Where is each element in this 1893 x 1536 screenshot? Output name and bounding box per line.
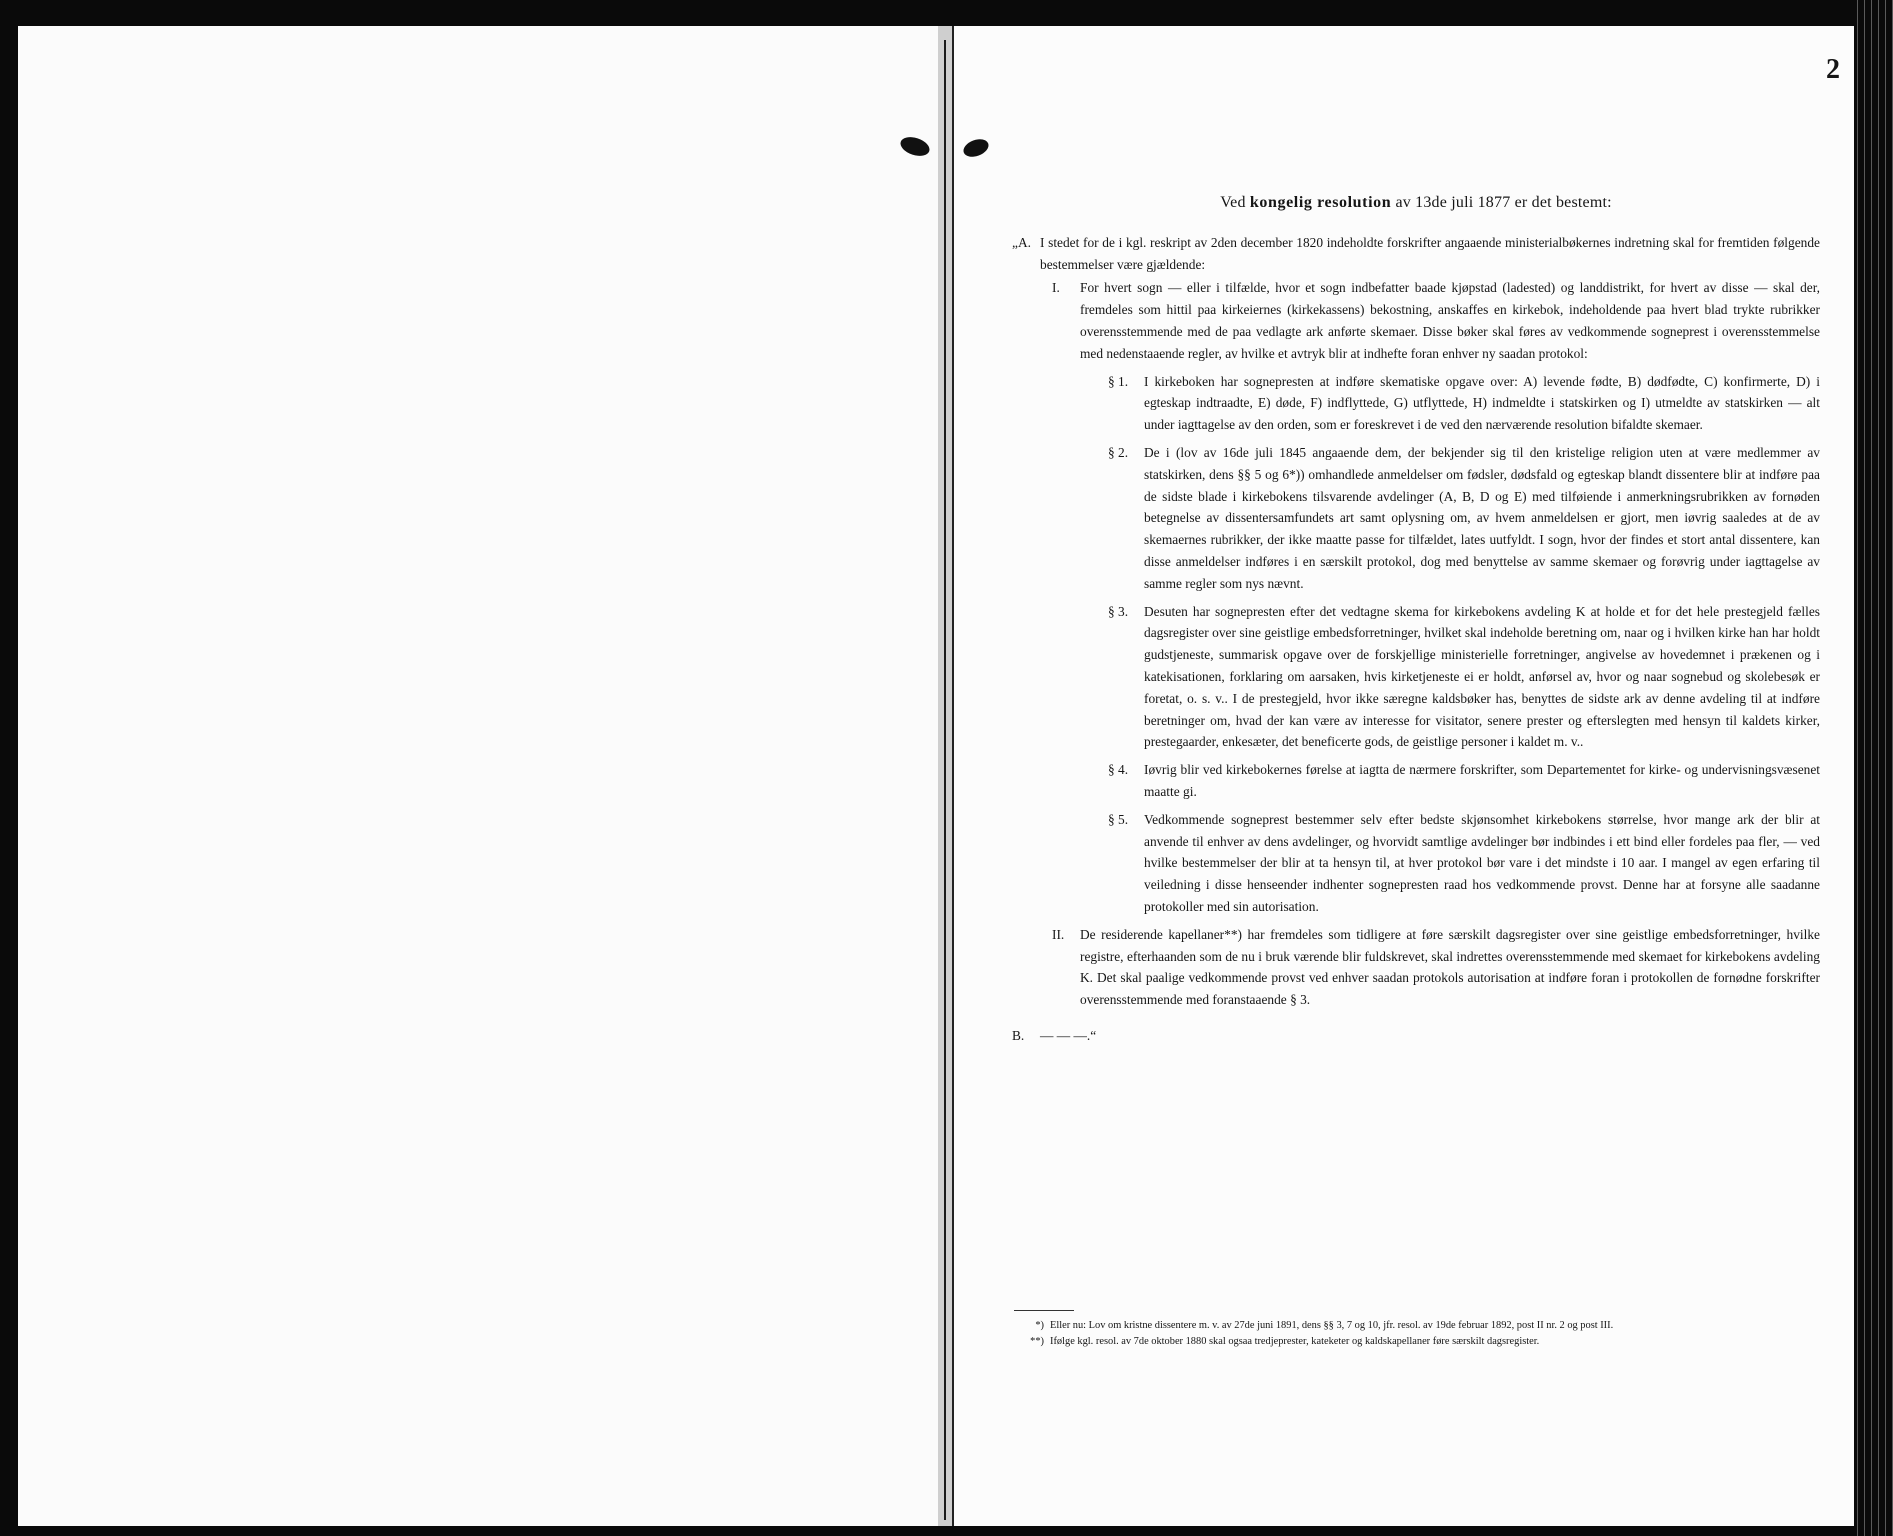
spine-fold-line bbox=[944, 40, 946, 1520]
paragraph-5 bbox=[1108, 809, 1820, 918]
section-a-text: I stedet for de i kgl. reskript av 2den december 1820 indeholdte forskrifter angaaende ministerialbøkernes indretning skal for fremtiden følgende bestemmelser være gjældende: bbox=[1040, 234, 1820, 272]
footnote-text: Eller nu: Lov om kristne dissentere m. v. av 27de juni 1891, dens §§ 3, 7 og 10, jfr. resol. av 19de februar 1892, post II nr. 2 og post III. bbox=[1050, 1320, 1614, 1331]
section-B bbox=[1012, 1025, 1820, 1047]
document-title bbox=[1012, 192, 1820, 214]
section-I-text: For hvert sogn — eller i tilfælde, hvor et sogn indbefatter baade kjøpstad (ladested) og landdistrikt, for hvert av disse — skal der, fremdeles som hittil paa kirkeiernes (kirkekassens) bekostning, anskaffes en kirkebok, indeholdende paa hvert blad trykte rubrikker overensstemmende med de paa vedlagte ark anførte skemaer. Disse bøker skal føres av vedkommende sogneprest i overensstemmelse med nedenstaaende regler, av hvilke et avtryk blir at indhefte foran enhver ny saadan protokol: bbox=[1080, 280, 1820, 361]
section-a bbox=[1012, 232, 1820, 276]
paragraph-marker: § 5. bbox=[1108, 811, 1129, 827]
section-B-text: — — —.“ bbox=[1040, 1027, 1097, 1043]
section-I bbox=[1052, 277, 1820, 364]
paragraph-text: Iøvrig blir ved kirkebokernes førelse at iagtta de nærmere forskrifter, som Departementet for kirke- og undervisningsvæsenet maatte gi. bbox=[1144, 762, 1820, 799]
paragraph-text: Vedkommende sogneprest bestemmer selv efter bedste skjønsomhet kirkebokens størrelse, hvor mange ark der blir at anvende til enhver av dens avdelinger, og hvorvidt samtlige avdelinger bør indbindes i ett bind eller fordeles paa fler, — ved hvilke bestemmelser der blir at ta hensyn til, at hver protokol bør vare i det mindste i 10 aar. I mangel av egen erfaring til veiledning i disse henseender indhenter sognepresten raad hos vedkommende provst. Denne har at forsyne alle saadanne protokoller med sin autorisation. bbox=[1144, 811, 1820, 914]
footnote-2 bbox=[1014, 1334, 1822, 1350]
section-II-text: De residerende kapellaner**) har fremdeles som tidligere at føre særskilt dagsregister over sine geistlige embedsforretninger, hvilke registre, efterhaanden som de nu i bruk værende blir fuldskrevet, skal indrettes overensstemmende med skemaet for kirkebokens avdeling K. Det skal paalige vedkommende provst ved enhver saadan protokols autorisation at indføre foran i protokollen de fornødne forskrifter overensstemmende med foranstaaende § 3. bbox=[1080, 926, 1820, 1008]
footnote-1 bbox=[1014, 1318, 1822, 1334]
paragraph-3 bbox=[1108, 601, 1820, 754]
left-page-blank bbox=[18, 26, 940, 1526]
paragraph-1 bbox=[1108, 371, 1820, 436]
section-I-marker: I. bbox=[1052, 280, 1060, 296]
paragraph-text: De i (lov av 16de juli 1845 angaaende dem, der bekjender sig til den kristelige religion uten at være medlemmer av statskirken, dens §§ 5 og 6*)) omhandlede anmeldelser om fødsler, dødsfald og egteskap blandt dissentere blir at indføre paa de sidste blade i kirkebokens tilsvarende avdelinger (A, B, D og E) med tilføiende i anmerkningsrubrikken av fornøden betegnelse av dissentersamfundets art samt oplysning om, av hvem anmeldelsen er gjort, men iøvrig saaledes at de av skemaernes rubrikker, der ikke maatte passe for tilfældet, lates uutfyldt. I sogn, hvor der findes et stort antal dissentere, kan disse anmeldelser indføres i en særskilt protokol, dog med benyttelse av samme skemaer og forøvrig under iagttagelse av samme regler som nys nævnt. bbox=[1144, 444, 1820, 591]
title-emphasis: kongelig resolution bbox=[1249, 194, 1392, 211]
footnote-rule bbox=[1014, 1310, 1074, 1311]
paragraph-2 bbox=[1108, 442, 1820, 595]
paragraph-marker: § 3. bbox=[1108, 603, 1129, 619]
section-II-marker: II. bbox=[1052, 926, 1065, 942]
paragraph-text: I kirkeboken har sognepresten at indføre skematiske opgave over: A) levende fødte, B) dødfødte, C) konfirmerte, D) i egteskap indtraadte, E) døde, F) indflyttede, G) utflyttede, H) indmeldte i statskirken og I) utmeldte av statskirken — alt under iagttagelse av den orden, som er foreskrevet i de ved den nærværende resolution bifaldte skemaer. bbox=[1144, 373, 1820, 433]
footnote-marker: **) bbox=[1030, 1336, 1044, 1347]
page-number: 2 bbox=[1826, 54, 1840, 85]
page-edge-stack bbox=[1854, 0, 1893, 1536]
footnotes bbox=[1014, 1318, 1822, 1350]
paragraph-list bbox=[1108, 371, 1820, 918]
resolution-text bbox=[1012, 192, 1820, 1047]
footnote-text: Ifølge kgl. resol. av 7de oktober 1880 skal ogsaa tredjeprester, kateketer og kaldskapellaner føre særskilt dagsregister. bbox=[1050, 1336, 1540, 1347]
paragraph-marker: § 4. bbox=[1108, 762, 1129, 778]
paragraph-marker: § 1. bbox=[1108, 373, 1129, 389]
paragraph-marker: § 2. bbox=[1108, 444, 1129, 460]
title-suffix: av 13de juli 1877 er det bestemt: bbox=[1395, 194, 1612, 211]
section-a-marker: „A. bbox=[1012, 234, 1031, 250]
section-B-marker: B. bbox=[1012, 1027, 1025, 1043]
title-prefix: Ved bbox=[1220, 194, 1246, 211]
paragraph-4 bbox=[1108, 759, 1820, 803]
section-II bbox=[1052, 924, 1820, 1011]
paragraph-text: Desuten har sognepresten efter det vedtagne skema for kirkebokens avdeling K at holde et for det hele prestegjeld fælles dagsregister over sine geistlige embedsforretninger, hvilket skal indeholde beretning om, naar og i hvilken kirke han har holdt gudstjeneste, summarisk opgave over de forskjellige ministerielle forretninger, angivelse av hovedemnet i prækenen og i katekisationen, forklaring om aarsaken, hvis kirketjeneste ei er holdt, anførsel av, hvor og naar sognebud og skolebesøk er foretat, o. s. v.. I de prestegjeld, hvor ikke særegne kaldsbøker has, benyttes de sidste ark av denne avdeling til at indføre beretninger om, hvad der kan være av interesse for visitator, senere prester og efterslegten med hensyn til kaldets kirker, prestegaarder, enkesæter, det beneficerte gods, de geistlige personer i kaldet m. v.. bbox=[1144, 603, 1820, 750]
footnote-marker: *) bbox=[1035, 1320, 1044, 1331]
